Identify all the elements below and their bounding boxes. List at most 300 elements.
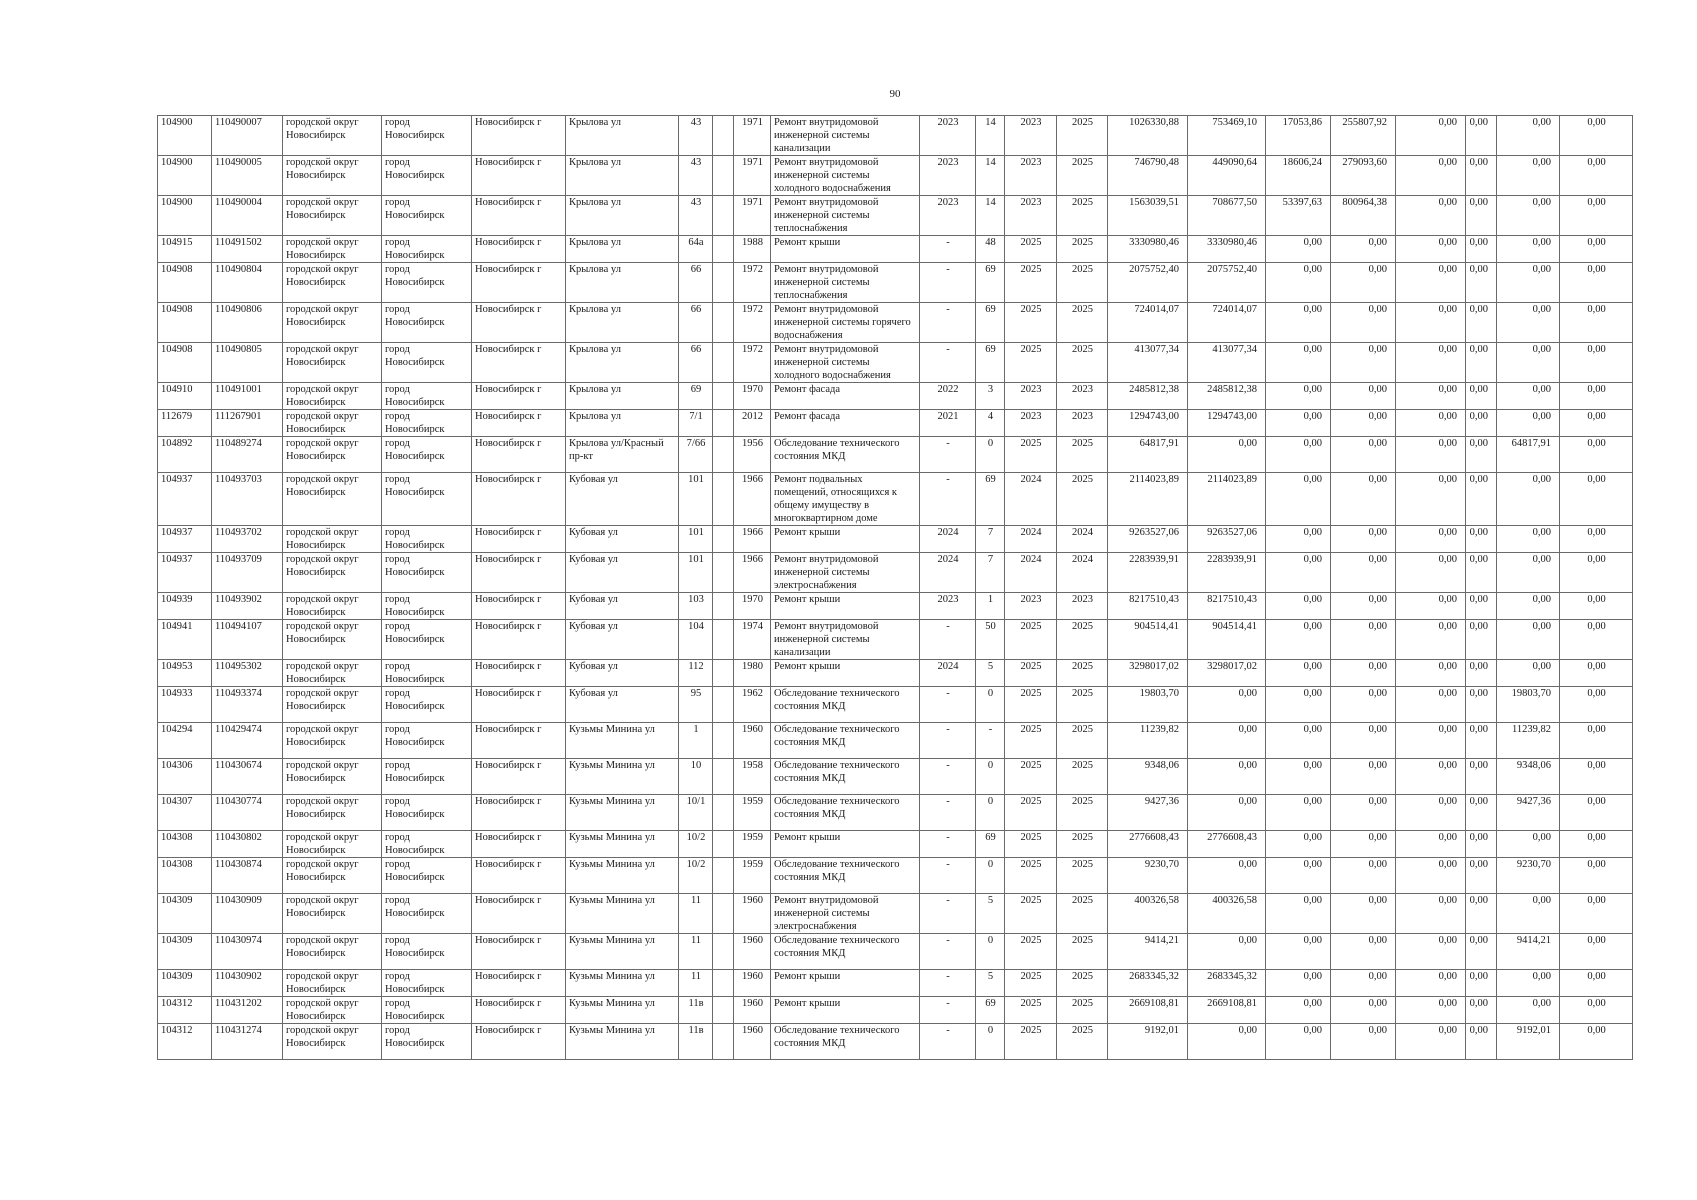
cell-street: Кубовая ул — [566, 620, 679, 660]
cell-start-year: 2024 — [1005, 473, 1057, 526]
cell-end-year: 2025 — [1057, 660, 1108, 687]
cell-survey-cost: 9427,36 — [1497, 795, 1560, 831]
cell-settlement: город Новосибирск — [382, 116, 472, 156]
cell-local-cost: 0,00 — [1331, 263, 1396, 303]
cell-build-year: 1972 — [734, 263, 771, 303]
cell-local-cost: 0,00 — [1331, 383, 1396, 410]
cell-work-type: Ремонт внутридомовой инженерной системы электроснабжения — [771, 894, 920, 934]
cell-start-year: 2025 — [1005, 970, 1057, 997]
cell-other-cost: 0,00 — [1466, 593, 1497, 620]
cell-object-code: 111267901 — [212, 410, 283, 437]
table-row — [158, 593, 1633, 620]
cell-fund-cost: 2683345,32 — [1188, 970, 1266, 997]
cell-total-cost: 2683345,32 — [1108, 970, 1188, 997]
cell-end-year: 2025 — [1057, 831, 1108, 858]
cell-start-year: 2023 — [1005, 383, 1057, 410]
cell-owner-cost: 0,00 — [1396, 383, 1466, 410]
page-number: 90 — [889, 88, 901, 100]
cell-build-year: 1971 — [734, 116, 771, 156]
cell-total-cost: 2776608,43 — [1108, 831, 1188, 858]
cell-work-type: Обследование технического состояния МКД — [771, 687, 920, 723]
cell-municipality: городской округ Новосибирск — [283, 303, 382, 343]
cell-program-id: 104939 — [158, 593, 212, 620]
cell-survey-cost: 0,00 — [1497, 553, 1560, 593]
cell-settlement: город Новосибирск — [382, 894, 472, 934]
cell-work-type: Ремонт внутридомовой инженерной системы холодного водоснабжения — [771, 156, 920, 196]
cell-start-year: 2025 — [1005, 263, 1057, 303]
cell-street: Крылова ул — [566, 410, 679, 437]
cell-owner-cost: 0,00 — [1396, 660, 1466, 687]
cell-work-type: Обследование технического состояния МКД — [771, 795, 920, 831]
cell-other-cost: 0,00 — [1466, 196, 1497, 236]
cell-settlement: город Новосибирск — [382, 997, 472, 1024]
cell-object-code: 110429474 — [212, 723, 283, 759]
cell-housing — [713, 156, 734, 196]
cell-budget-cost: 0,00 — [1266, 410, 1331, 437]
cell-start-year: 2025 — [1005, 795, 1057, 831]
cell-house-number: 112 — [679, 660, 713, 687]
cell-housing — [713, 759, 734, 795]
cell-build-year: 1960 — [734, 894, 771, 934]
cell-street: Кузьмы Минина ул — [566, 997, 679, 1024]
cell-planned-year: - — [920, 437, 976, 473]
cell-survey-cost: 0,00 — [1497, 236, 1560, 263]
cell-program-id: 104910 — [158, 383, 212, 410]
cell-build-year: 1960 — [734, 1024, 771, 1060]
cell-program-id: 104308 — [158, 831, 212, 858]
cell-priority: 69 — [976, 263, 1005, 303]
cell-street: Крылова ул/Красный пр-кт — [566, 437, 679, 473]
cell-municipality: городской округ Новосибирск — [283, 759, 382, 795]
cell-planned-year: - — [920, 723, 976, 759]
cell-local-cost: 0,00 — [1331, 343, 1396, 383]
cell-street: Кубовая ул — [566, 526, 679, 553]
cell-local-cost: 0,00 — [1331, 858, 1396, 894]
cell-priority: 0 — [976, 795, 1005, 831]
cell-work-type: Ремонт подвальных помещений, относящихся к общему имуществу в многоквартирном доме — [771, 473, 920, 526]
cell-street: Кубовая ул — [566, 473, 679, 526]
cell-budget-cost: 0,00 — [1266, 997, 1331, 1024]
cell-house-number: 7/1 — [679, 410, 713, 437]
cell-total-cost: 19803,70 — [1108, 687, 1188, 723]
cell-street: Крылова ул — [566, 196, 679, 236]
cell-municipality: городской округ Новосибирск — [283, 263, 382, 303]
cell-owner-cost: 0,00 — [1396, 795, 1466, 831]
cell-start-year: 2023 — [1005, 593, 1057, 620]
cell-city: Новосибирск г — [472, 997, 566, 1024]
cell-planned-year: 2024 — [920, 660, 976, 687]
cell-planned-year: - — [920, 263, 976, 303]
cell-local-cost: 0,00 — [1331, 660, 1396, 687]
cell-owner-cost: 0,00 — [1396, 526, 1466, 553]
cell-city: Новосибирск г — [472, 236, 566, 263]
cell-settlement: город Новосибирск — [382, 759, 472, 795]
cell-local-cost: 0,00 — [1331, 473, 1396, 526]
cell-end-year: 2025 — [1057, 303, 1108, 343]
cell-local-cost: 0,00 — [1331, 620, 1396, 660]
cell-start-year: 2023 — [1005, 196, 1057, 236]
cell-house-number: 43 — [679, 116, 713, 156]
cell-total-cost: 11239,82 — [1108, 723, 1188, 759]
cell-priority: 5 — [976, 894, 1005, 934]
cell-start-year: 2023 — [1005, 116, 1057, 156]
cell-housing — [713, 620, 734, 660]
cell-survey-cost: 64817,91 — [1497, 437, 1560, 473]
table-row — [158, 934, 1633, 970]
cell-total-cost: 9230,70 — [1108, 858, 1188, 894]
cell-owner-cost: 0,00 — [1396, 1024, 1466, 1060]
cell-street: Кузьмы Минина ул — [566, 831, 679, 858]
cell-object-code: 110430909 — [212, 894, 283, 934]
cell-start-year: 2023 — [1005, 410, 1057, 437]
cell-end-year: 2023 — [1057, 410, 1108, 437]
cell-municipality: городской округ Новосибирск — [283, 723, 382, 759]
table-row — [158, 759, 1633, 795]
cell-housing — [713, 687, 734, 723]
cell-local-cost: 0,00 — [1331, 831, 1396, 858]
cell-start-year: 2024 — [1005, 526, 1057, 553]
cell-work-type: Ремонт внутридомовой инженерной системы электроснабжения — [771, 553, 920, 593]
cell-build-year: 1959 — [734, 831, 771, 858]
cell-settlement: город Новосибирск — [382, 196, 472, 236]
cell-end-year: 2025 — [1057, 473, 1108, 526]
cell-priority: 48 — [976, 236, 1005, 263]
cell-priority: 0 — [976, 934, 1005, 970]
cell-start-year: 2024 — [1005, 553, 1057, 593]
cell-settlement: город Новосибирск — [382, 723, 472, 759]
cell-program-id: 104908 — [158, 303, 212, 343]
cell-housing — [713, 526, 734, 553]
table-row — [158, 687, 1633, 723]
cell-priority: 5 — [976, 660, 1005, 687]
cell-fund-cost: 400326,58 — [1188, 894, 1266, 934]
cell-total-cost: 9348,06 — [1108, 759, 1188, 795]
table-row — [158, 116, 1633, 156]
cell-settlement: город Новосибирск — [382, 473, 472, 526]
cell-work-type: Ремонт крыши — [771, 997, 920, 1024]
cell-owner-cost: 0,00 — [1396, 997, 1466, 1024]
cell-housing — [713, 303, 734, 343]
cell-local-cost: 0,00 — [1331, 759, 1396, 795]
cell-reserve-cost: 0,00 — [1560, 831, 1633, 858]
table-row — [158, 553, 1633, 593]
cell-priority: 14 — [976, 156, 1005, 196]
cell-reserve-cost: 0,00 — [1560, 410, 1633, 437]
cell-municipality: городской округ Новосибирск — [283, 858, 382, 894]
cell-fund-cost: 2485812,38 — [1188, 383, 1266, 410]
cell-city: Новосибирск г — [472, 831, 566, 858]
program-table — [157, 115, 1633, 1060]
cell-survey-cost: 0,00 — [1497, 196, 1560, 236]
cell-total-cost: 9427,36 — [1108, 795, 1188, 831]
cell-other-cost: 0,00 — [1466, 795, 1497, 831]
cell-build-year: 1966 — [734, 553, 771, 593]
cell-house-number: 66 — [679, 303, 713, 343]
cell-program-id: 104900 — [158, 156, 212, 196]
cell-object-code: 110489274 — [212, 437, 283, 473]
cell-settlement: город Новосибирск — [382, 858, 472, 894]
cell-end-year: 2024 — [1057, 526, 1108, 553]
cell-budget-cost: 0,00 — [1266, 553, 1331, 593]
cell-settlement: город Новосибирск — [382, 660, 472, 687]
cell-city: Новосибирск г — [472, 263, 566, 303]
cell-other-cost: 0,00 — [1466, 723, 1497, 759]
cell-local-cost: 0,00 — [1331, 934, 1396, 970]
cell-budget-cost: 0,00 — [1266, 593, 1331, 620]
cell-fund-cost: 0,00 — [1188, 1024, 1266, 1060]
table-row — [158, 196, 1633, 236]
cell-city: Новосибирск г — [472, 437, 566, 473]
cell-city: Новосибирск г — [472, 660, 566, 687]
cell-fund-cost: 0,00 — [1188, 437, 1266, 473]
cell-house-number: 10/2 — [679, 858, 713, 894]
cell-object-code: 110430874 — [212, 858, 283, 894]
cell-planned-year: - — [920, 473, 976, 526]
cell-survey-cost: 0,00 — [1497, 156, 1560, 196]
cell-settlement: город Новосибирск — [382, 620, 472, 660]
cell-street: Кузьмы Минина ул — [566, 970, 679, 997]
cell-start-year: 2025 — [1005, 620, 1057, 660]
cell-survey-cost: 0,00 — [1497, 894, 1560, 934]
cell-street: Кубовая ул — [566, 687, 679, 723]
cell-planned-year: - — [920, 970, 976, 997]
cell-program-id: 104933 — [158, 687, 212, 723]
cell-reserve-cost: 0,00 — [1560, 156, 1633, 196]
cell-house-number: 104 — [679, 620, 713, 660]
cell-street: Кузьмы Минина ул — [566, 759, 679, 795]
table-row — [158, 383, 1633, 410]
cell-object-code: 110494107 — [212, 620, 283, 660]
cell-fund-cost: 708677,50 — [1188, 196, 1266, 236]
cell-budget-cost: 0,00 — [1266, 1024, 1331, 1060]
cell-owner-cost: 0,00 — [1396, 263, 1466, 303]
cell-survey-cost: 0,00 — [1497, 383, 1560, 410]
cell-planned-year: 2022 — [920, 383, 976, 410]
cell-object-code: 110493709 — [212, 553, 283, 593]
cell-total-cost: 8217510,43 — [1108, 593, 1188, 620]
cell-priority: 1 — [976, 593, 1005, 620]
cell-owner-cost: 0,00 — [1396, 894, 1466, 934]
cell-local-cost: 0,00 — [1331, 526, 1396, 553]
cell-owner-cost: 0,00 — [1396, 437, 1466, 473]
cell-city: Новосибирск г — [472, 156, 566, 196]
cell-settlement: город Новосибирск — [382, 831, 472, 858]
cell-planned-year: - — [920, 997, 976, 1024]
cell-start-year: 2025 — [1005, 660, 1057, 687]
cell-budget-cost: 0,00 — [1266, 263, 1331, 303]
cell-build-year: 1970 — [734, 593, 771, 620]
cell-city: Новосибирск г — [472, 759, 566, 795]
cell-municipality: городской округ Новосибирск — [283, 156, 382, 196]
cell-fund-cost: 8217510,43 — [1188, 593, 1266, 620]
cell-reserve-cost: 0,00 — [1560, 620, 1633, 660]
cell-total-cost: 1563039,51 — [1108, 196, 1188, 236]
cell-build-year: 1956 — [734, 437, 771, 473]
cell-survey-cost: 0,00 — [1497, 116, 1560, 156]
cell-house-number: 66 — [679, 263, 713, 303]
cell-settlement: город Новосибирск — [382, 970, 472, 997]
cell-build-year: 1974 — [734, 620, 771, 660]
cell-housing — [713, 858, 734, 894]
cell-object-code: 110430774 — [212, 795, 283, 831]
cell-housing — [713, 236, 734, 263]
cell-house-number: 95 — [679, 687, 713, 723]
cell-work-type: Ремонт фасада — [771, 383, 920, 410]
cell-work-type: Ремонт крыши — [771, 236, 920, 263]
cell-program-id: 104309 — [158, 894, 212, 934]
cell-budget-cost: 0,00 — [1266, 620, 1331, 660]
cell-reserve-cost: 0,00 — [1560, 303, 1633, 343]
cell-settlement: город Новосибирск — [382, 236, 472, 263]
cell-end-year: 2025 — [1057, 620, 1108, 660]
table-row — [158, 437, 1633, 473]
cell-total-cost: 2669108,81 — [1108, 997, 1188, 1024]
cell-fund-cost: 0,00 — [1188, 687, 1266, 723]
cell-reserve-cost: 0,00 — [1560, 660, 1633, 687]
cell-total-cost: 2283939,91 — [1108, 553, 1188, 593]
cell-reserve-cost: 0,00 — [1560, 795, 1633, 831]
cell-owner-cost: 0,00 — [1396, 196, 1466, 236]
cell-priority: 3 — [976, 383, 1005, 410]
cell-other-cost: 0,00 — [1466, 263, 1497, 303]
cell-local-cost: 255807,92 — [1331, 116, 1396, 156]
cell-build-year: 1960 — [734, 723, 771, 759]
cell-fund-cost: 449090,64 — [1188, 156, 1266, 196]
cell-survey-cost: 0,00 — [1497, 970, 1560, 997]
cell-object-code: 110431274 — [212, 1024, 283, 1060]
cell-survey-cost: 0,00 — [1497, 660, 1560, 687]
cell-budget-cost: 0,00 — [1266, 437, 1331, 473]
cell-street: Кубовая ул — [566, 553, 679, 593]
cell-other-cost: 0,00 — [1466, 687, 1497, 723]
cell-city: Новосибирск г — [472, 620, 566, 660]
cell-start-year: 2025 — [1005, 236, 1057, 263]
cell-street: Крылова ул — [566, 156, 679, 196]
cell-program-id: 104900 — [158, 116, 212, 156]
cell-housing — [713, 934, 734, 970]
cell-fund-cost: 0,00 — [1188, 759, 1266, 795]
cell-end-year: 2023 — [1057, 593, 1108, 620]
cell-program-id: 104908 — [158, 343, 212, 383]
cell-start-year: 2025 — [1005, 343, 1057, 383]
cell-planned-year: - — [920, 1024, 976, 1060]
cell-survey-cost: 0,00 — [1497, 831, 1560, 858]
cell-start-year: 2023 — [1005, 156, 1057, 196]
cell-owner-cost: 0,00 — [1396, 687, 1466, 723]
cell-survey-cost: 0,00 — [1497, 263, 1560, 303]
cell-house-number: 101 — [679, 553, 713, 593]
cell-settlement: город Новосибирск — [382, 437, 472, 473]
cell-settlement: город Новосибирск — [382, 593, 472, 620]
cell-city: Новосибирск г — [472, 526, 566, 553]
cell-settlement: город Новосибирск — [382, 553, 472, 593]
cell-municipality: городской округ Новосибирск — [283, 970, 382, 997]
cell-total-cost: 2075752,40 — [1108, 263, 1188, 303]
cell-budget-cost: 0,00 — [1266, 795, 1331, 831]
table-row — [158, 343, 1633, 383]
cell-end-year: 2025 — [1057, 934, 1108, 970]
cell-planned-year: - — [920, 934, 976, 970]
cell-program-id: 104937 — [158, 473, 212, 526]
cell-planned-year: - — [920, 894, 976, 934]
cell-end-year: 2025 — [1057, 196, 1108, 236]
cell-build-year: 1959 — [734, 858, 771, 894]
cell-fund-cost: 3330980,46 — [1188, 236, 1266, 263]
cell-build-year: 1966 — [734, 526, 771, 553]
cell-priority: 69 — [976, 473, 1005, 526]
cell-city: Новосибирск г — [472, 894, 566, 934]
cell-fund-cost: 0,00 — [1188, 795, 1266, 831]
cell-housing — [713, 894, 734, 934]
cell-reserve-cost: 0,00 — [1560, 970, 1633, 997]
cell-end-year: 2025 — [1057, 759, 1108, 795]
cell-budget-cost: 17053,86 — [1266, 116, 1331, 156]
cell-program-id: 104937 — [158, 526, 212, 553]
cell-total-cost: 2485812,38 — [1108, 383, 1188, 410]
cell-object-code: 110493703 — [212, 473, 283, 526]
cell-planned-year: 2023 — [920, 116, 976, 156]
cell-start-year: 2025 — [1005, 723, 1057, 759]
table-row — [158, 473, 1633, 526]
cell-reserve-cost: 0,00 — [1560, 437, 1633, 473]
cell-housing — [713, 795, 734, 831]
cell-work-type: Обследование технического состояния МКД — [771, 437, 920, 473]
cell-reserve-cost: 0,00 — [1560, 759, 1633, 795]
cell-other-cost: 0,00 — [1466, 343, 1497, 383]
cell-owner-cost: 0,00 — [1396, 858, 1466, 894]
cell-planned-year: 2024 — [920, 526, 976, 553]
cell-street: Кубовая ул — [566, 660, 679, 687]
cell-municipality: городской округ Новосибирск — [283, 410, 382, 437]
cell-budget-cost: 0,00 — [1266, 236, 1331, 263]
cell-priority: 7 — [976, 553, 1005, 593]
cell-fund-cost: 3298017,02 — [1188, 660, 1266, 687]
cell-local-cost: 0,00 — [1331, 687, 1396, 723]
cell-city: Новосибирск г — [472, 196, 566, 236]
cell-local-cost: 0,00 — [1331, 1024, 1396, 1060]
table-row — [158, 970, 1633, 997]
cell-municipality: городской округ Новосибирск — [283, 660, 382, 687]
cell-program-id: 104900 — [158, 196, 212, 236]
cell-housing — [713, 410, 734, 437]
cell-city: Новосибирск г — [472, 553, 566, 593]
cell-planned-year: 2024 — [920, 553, 976, 593]
cell-work-type: Ремонт внутридомовой инженерной системы горячего водоснабжения — [771, 303, 920, 343]
cell-work-type: Ремонт крыши — [771, 831, 920, 858]
cell-house-number: 7/66 — [679, 437, 713, 473]
cell-housing — [713, 553, 734, 593]
cell-planned-year: - — [920, 795, 976, 831]
cell-end-year: 2023 — [1057, 383, 1108, 410]
cell-other-cost: 0,00 — [1466, 970, 1497, 997]
cell-street: Кузьмы Минина ул — [566, 894, 679, 934]
cell-fund-cost: 904514,41 — [1188, 620, 1266, 660]
cell-work-type: Ремонт внутридомовой инженерной системы канализации — [771, 620, 920, 660]
cell-other-cost: 0,00 — [1466, 1024, 1497, 1060]
cell-city: Новосибирск г — [472, 795, 566, 831]
table-row — [158, 723, 1633, 759]
cell-other-cost: 0,00 — [1466, 116, 1497, 156]
cell-start-year: 2025 — [1005, 831, 1057, 858]
cell-priority: 0 — [976, 437, 1005, 473]
cell-fund-cost: 2776608,43 — [1188, 831, 1266, 858]
table-row — [158, 858, 1633, 894]
cell-city: Новосибирск г — [472, 934, 566, 970]
cell-total-cost: 1294743,00 — [1108, 410, 1188, 437]
cell-build-year: 1960 — [734, 970, 771, 997]
cell-local-cost: 0,00 — [1331, 410, 1396, 437]
cell-municipality: городской округ Новосибирск — [283, 593, 382, 620]
